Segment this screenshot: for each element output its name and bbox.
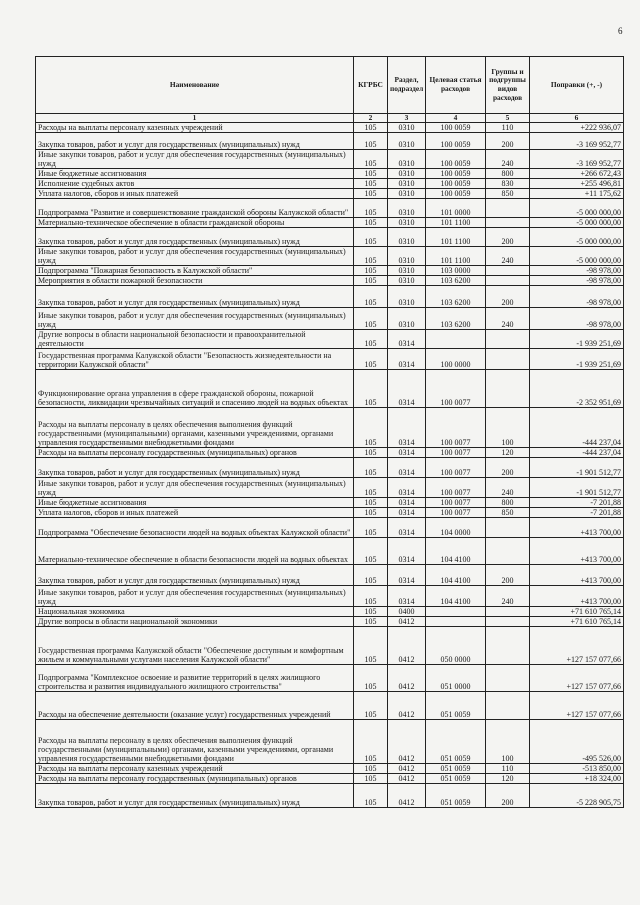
table-row [36,586,624,607]
row-kgrbs-cell: 105 [354,565,388,586]
table-row [36,179,624,189]
table-row [36,478,624,498]
row-kgrbs-cell: 105 [354,692,388,720]
row-name-cell: Другие вопросы в области национальной экономики [36,617,354,627]
table-row [36,169,624,179]
row-expense-type-cell [486,607,530,617]
table-row [36,764,624,774]
row-target-article-cell: 101 1100 [426,218,486,228]
table-row [36,349,624,370]
row-expense-type-cell [486,617,530,627]
row-razdel-cell: 0314 [388,538,426,565]
header-celevaya: Целевая статья расходов [426,57,486,114]
row-kgrbs-cell: 105 [354,349,388,370]
row-name-cell: Уплата налогов, сборов и иных платежей [36,189,354,199]
row-amount-cell: -5 000 000,00 [530,199,624,218]
row-name-cell: Мероприятия в области пожарной безопасности [36,276,354,286]
table-row [36,665,624,692]
row-name-cell: Расходы на выплаты персоналу государственных (муниципальных) органов [36,448,354,458]
row-name-cell: Иные бюджетные ассигнования [36,169,354,179]
row-expense-type-cell: 200 [486,286,530,308]
row-amount-cell: -98 978,00 [530,266,624,276]
row-amount-cell: -98 978,00 [530,276,624,286]
table-row [36,228,624,247]
row-razdel-cell: 0314 [388,565,426,586]
row-expense-type-cell [486,627,530,665]
row-target-article-cell: 104 0000 [426,518,486,538]
row-kgrbs-cell: 105 [354,276,388,286]
row-name-cell: Иные закупки товаров, работ и услуг для обеспечения государственных (муниципальных) нужд [36,308,354,330]
row-amount-cell: +71 610 765,14 [530,607,624,617]
row-razdel-cell: 0314 [388,370,426,408]
row-target-article-cell: 100 0077 [426,498,486,508]
row-kgrbs-cell: 105 [354,179,388,189]
row-razdel-cell: 0412 [388,764,426,774]
row-razdel-cell: 0310 [388,247,426,266]
row-kgrbs-cell: 105 [354,199,388,218]
row-target-article-cell: 100 0059 [426,189,486,199]
column-number-row [36,114,624,123]
row-kgrbs-cell: 105 [354,370,388,408]
row-name-cell: Закупка товаров, работ и услуг для государственных (муниципальных) нужд [36,133,354,150]
row-razdel-cell: 0310 [388,189,426,199]
row-amount-cell: -495 526,00 [530,720,624,764]
row-target-article-cell [426,617,486,627]
table-row [36,538,624,565]
row-razdel-cell: 0400 [388,607,426,617]
row-amount-cell: -1 939 251,69 [530,349,624,370]
row-amount-cell: -444 237,04 [530,408,624,448]
row-kgrbs-cell: 105 [354,518,388,538]
row-amount-cell: -1 939 251,69 [530,330,624,349]
row-name-cell: Подпрограмма "Обеспечение безопасности людей на водных объектах Калужской области" [36,518,354,538]
budget-amendments-table [35,56,624,808]
row-name-cell: Закупка товаров, работ и услуг для государственных (муниципальных) нужд [36,458,354,478]
row-target-article-cell: 100 0077 [426,508,486,518]
row-razdel-cell: 0314 [388,448,426,458]
table-row [36,286,624,308]
row-amount-cell: -1 901 512,77 [530,458,624,478]
row-amount-cell: +413 700,00 [530,586,624,607]
row-target-article-cell: 104 4100 [426,538,486,565]
row-amount-cell: +413 700,00 [530,538,624,565]
row-kgrbs-cell: 105 [354,478,388,498]
row-target-article-cell: 101 1100 [426,247,486,266]
header-gruppy: Группы и подгруппы видов расходов [486,57,530,114]
row-name-cell: Материально-техническое обеспечение в области безопасности людей на водных объектах [36,538,354,565]
row-target-article-cell: 100 0077 [426,478,486,498]
header-popravki: Поправки (+, -) [530,57,624,114]
row-razdel-cell: 0310 [388,276,426,286]
row-expense-type-cell: 200 [486,458,530,478]
row-name-cell: Закупка товаров, работ и услуг для государственных (муниципальных) нужд [36,286,354,308]
row-amount-cell: -3 169 952,77 [530,133,624,150]
table-row [36,627,624,665]
row-razdel-cell: 0314 [388,458,426,478]
row-expense-type-cell [486,538,530,565]
row-name-cell: Подпрограмма "Развитие и совершенствование гражданской обороны Калужской области" [36,199,354,218]
row-expense-type-cell: 850 [486,189,530,199]
table-row [36,189,624,199]
row-razdel-cell: 0310 [388,199,426,218]
row-razdel-cell: 0310 [388,169,426,179]
column-number: 3 [388,114,426,123]
row-amount-cell: -7 201,88 [530,508,624,518]
table-row [36,266,624,276]
row-expense-type-cell: 800 [486,169,530,179]
column-number: 4 [426,114,486,123]
table-row [36,150,624,169]
row-target-article-cell: 100 0000 [426,349,486,370]
column-number: 5 [486,114,530,123]
header-row [36,57,624,114]
row-kgrbs-cell: 105 [354,133,388,150]
row-expense-type-cell: 120 [486,774,530,784]
row-expense-type-cell [486,266,530,276]
row-target-article-cell: 051 0059 [426,720,486,764]
row-kgrbs-cell: 105 [354,538,388,565]
row-name-cell: Подпрограмма "Комплексное освоение и развитие территорий в целях жилищного строительства и развития индивидуального жилищного строительства" [36,665,354,692]
table-row [36,692,624,720]
header-razdel: Раздел, подраздел [388,57,426,114]
row-kgrbs-cell: 105 [354,330,388,349]
row-amount-cell: -98 978,00 [530,286,624,308]
row-name-cell: Уплата налогов, сборов и иных платежей [36,508,354,518]
row-razdel-cell: 0412 [388,627,426,665]
row-target-article-cell: 103 0000 [426,266,486,276]
table-row [36,720,624,764]
row-target-article-cell: 100 0077 [426,370,486,408]
row-razdel-cell: 0412 [388,617,426,627]
row-name-cell: Иные закупки товаров, работ и услуг для обеспечения государственных (муниципальных) нужд [36,478,354,498]
row-expense-type-cell: 240 [486,478,530,498]
row-name-cell: Другие вопросы в области национальной безопасности и правоохранительной деятельности [36,330,354,349]
row-expense-type-cell [486,692,530,720]
column-number: 1 [36,114,354,123]
row-expense-type-cell: 800 [486,498,530,508]
header-name: Наименование [36,57,354,114]
row-target-article-cell: 100 0059 [426,133,486,150]
row-target-article-cell: 051 0059 [426,774,486,784]
row-name-cell: Закупка товаров, работ и услуг для государственных (муниципальных) нужд [36,228,354,247]
row-amount-cell: -5 228 905,75 [530,784,624,808]
row-expense-type-cell [486,218,530,228]
row-expense-type-cell: 110 [486,764,530,774]
row-expense-type-cell: 240 [486,247,530,266]
row-expense-type-cell: 850 [486,508,530,518]
row-name-cell: Материально-техническое обеспечение в области гражданской обороны [36,218,354,228]
row-expense-type-cell: 200 [486,784,530,808]
row-expense-type-cell: 200 [486,228,530,247]
row-kgrbs-cell: 105 [354,266,388,276]
row-kgrbs-cell: 105 [354,228,388,247]
row-amount-cell: +71 610 765,14 [530,617,624,627]
row-expense-type-cell [486,518,530,538]
row-name-cell: Расходы на выплаты персоналу в целях обеспечения выполнения функций государственными (муниципальными) органами, казенными учреждениями, органами управления государственными внебюджетными фондами [36,408,354,448]
row-name-cell: Функционирование органа управления в сфере гражданской обороны, пожарной безопасности, ликвидации чрезвычайных ситуаций и спасению людей на водных объектах [36,370,354,408]
row-razdel-cell: 0314 [388,478,426,498]
row-target-article-cell: 103 6200 [426,308,486,330]
table-row [36,458,624,478]
row-kgrbs-cell: 105 [354,218,388,228]
header-kgrbs: КГРБС [354,57,388,114]
row-razdel-cell: 0412 [388,784,426,808]
row-razdel-cell: 0310 [388,133,426,150]
column-number: 2 [354,114,388,123]
row-target-article-cell: 104 4100 [426,586,486,607]
row-amount-cell: -7 201,88 [530,498,624,508]
row-name-cell: Иные закупки товаров, работ и услуг для обеспечения государственных (муниципальных) нужд [36,586,354,607]
row-expense-type-cell: 200 [486,133,530,150]
row-kgrbs-cell: 105 [354,408,388,448]
row-name-cell: Расходы на выплаты персоналу казенных учреждений [36,123,354,133]
row-target-article-cell: 051 0000 [426,665,486,692]
row-amount-cell: -5 000 000,00 [530,218,624,228]
row-name-cell: Национальная экономика [36,607,354,617]
row-target-article-cell: 104 4100 [426,565,486,586]
row-amount-cell: -513 850,00 [530,764,624,774]
row-target-article-cell: 100 0077 [426,408,486,448]
row-name-cell: Расходы на выплаты персоналу государственных (муниципальных) органов [36,774,354,784]
row-amount-cell: -5 000 000,00 [530,228,624,247]
table-row [36,617,624,627]
row-target-article-cell [426,607,486,617]
row-kgrbs-cell: 105 [354,665,388,692]
row-target-article-cell: 100 0059 [426,123,486,133]
row-razdel-cell: 0310 [388,266,426,276]
row-kgrbs-cell: 105 [354,498,388,508]
row-expense-type-cell: 120 [486,448,530,458]
row-razdel-cell: 0310 [388,286,426,308]
row-amount-cell: +222 936,07 [530,123,624,133]
row-target-article-cell: 051 0059 [426,784,486,808]
row-razdel-cell: 0314 [388,586,426,607]
row-name-cell: Исполнение судебных актов [36,179,354,189]
row-expense-type-cell [486,665,530,692]
row-razdel-cell: 0314 [388,349,426,370]
row-expense-type-cell: 110 [486,123,530,133]
row-kgrbs-cell: 105 [354,627,388,665]
row-amount-cell: -444 237,04 [530,448,624,458]
row-expense-type-cell: 240 [486,308,530,330]
row-target-article-cell: 050 0000 [426,627,486,665]
row-target-article-cell: 051 0059 [426,692,486,720]
row-razdel-cell: 0310 [388,179,426,189]
row-target-article-cell: 100 0077 [426,458,486,478]
row-razdel-cell: 0412 [388,774,426,784]
row-kgrbs-cell: 105 [354,286,388,308]
table-row [36,247,624,266]
row-kgrbs-cell: 105 [354,774,388,784]
row-expense-type-cell [486,349,530,370]
row-kgrbs-cell: 105 [354,247,388,266]
row-target-article-cell: 101 1100 [426,228,486,247]
table-row [36,498,624,508]
row-amount-cell: +413 700,00 [530,518,624,538]
row-razdel-cell: 0310 [388,150,426,169]
row-target-article-cell: 100 0059 [426,169,486,179]
table-row [36,276,624,286]
row-target-article-cell: 100 0059 [426,150,486,169]
row-target-article-cell: 100 0059 [426,179,486,189]
page-number: 6 [618,26,623,36]
row-target-article-cell: 051 0059 [426,764,486,774]
row-razdel-cell: 0310 [388,308,426,330]
table-row [36,199,624,218]
row-name-cell: Иные закупки товаров, работ и услуг для обеспечения государственных (муниципальных) нужд [36,247,354,266]
row-amount-cell: -3 169 952,77 [530,150,624,169]
table-row [36,308,624,330]
row-kgrbs-cell: 105 [354,764,388,774]
row-kgrbs-cell: 105 [354,189,388,199]
row-kgrbs-cell: 105 [354,169,388,179]
row-name-cell: Иные бюджетные ассигнования [36,498,354,508]
row-amount-cell: -1 901 512,77 [530,478,624,498]
row-name-cell: Закупка товаров, работ и услуг для государственных (муниципальных) нужд [36,784,354,808]
row-name-cell: Иные закупки товаров, работ и услуг для обеспечения государственных (муниципальных) нужд [36,150,354,169]
row-amount-cell: +18 324,00 [530,774,624,784]
row-razdel-cell: 0314 [388,408,426,448]
table-row [36,784,624,808]
row-razdel-cell: 0314 [388,518,426,538]
row-name-cell: Государственная программа Калужской области "Безопасность жизнедеятельности на территории Калужской области" [36,349,354,370]
row-razdel-cell: 0412 [388,720,426,764]
row-razdel-cell: 0412 [388,665,426,692]
row-amount-cell: +266 672,43 [530,169,624,179]
row-expense-type-cell [486,370,530,408]
row-amount-cell: +413 700,00 [530,565,624,586]
row-expense-type-cell [486,199,530,218]
row-kgrbs-cell: 105 [354,458,388,478]
row-amount-cell: -98 978,00 [530,308,624,330]
row-kgrbs-cell: 105 [354,508,388,518]
row-amount-cell: +127 157 077,66 [530,665,624,692]
row-expense-type-cell: 830 [486,179,530,189]
column-number: 6 [530,114,624,123]
row-name-cell: Государственная программа Калужской области "Обеспечение доступным и комфортным жильем и коммунальными услугами населения Калужской области" [36,627,354,665]
row-razdel-cell: 0310 [388,228,426,247]
table-row [36,370,624,408]
row-expense-type-cell [486,276,530,286]
table-row [36,565,624,586]
row-razdel-cell: 0314 [388,330,426,349]
row-name-cell: Расходы на обеспечение деятельности (оказание услуг) государственных учреждений [36,692,354,720]
row-name-cell: Расходы на выплаты персоналу казенных учреждений [36,764,354,774]
row-target-article-cell: 100 0077 [426,448,486,458]
row-kgrbs-cell: 105 [354,150,388,169]
table-row [36,218,624,228]
row-kgrbs-cell: 105 [354,784,388,808]
table-row [36,133,624,150]
table-row [36,508,624,518]
row-expense-type-cell: 100 [486,408,530,448]
table-row [36,774,624,784]
budget-table-body [36,123,624,808]
row-target-article-cell: 101 0000 [426,199,486,218]
row-razdel-cell: 0314 [388,508,426,518]
row-amount-cell: +127 157 077,66 [530,627,624,665]
row-razdel-cell: 0314 [388,498,426,508]
row-kgrbs-cell: 105 [354,448,388,458]
row-target-article-cell: 103 6200 [426,286,486,308]
table-row [36,330,624,349]
row-name-cell: Расходы на выплаты персоналу в целях обеспечения выполнения функций государственными (муниципальными) органами, казенными учреждениями, органами управления государственными внебюджетными фондами [36,720,354,764]
row-amount-cell: -2 352 951,69 [530,370,624,408]
row-expense-type-cell: 240 [486,586,530,607]
row-kgrbs-cell: 105 [354,617,388,627]
row-name-cell: Закупка товаров, работ и услуг для государственных (муниципальных) нужд [36,565,354,586]
row-kgrbs-cell: 105 [354,607,388,617]
table-row [36,607,624,617]
table-row [36,448,624,458]
row-kgrbs-cell: 105 [354,308,388,330]
row-razdel-cell: 0310 [388,123,426,133]
row-target-article-cell: 103 6200 [426,276,486,286]
row-amount-cell: +11 175,62 [530,189,624,199]
table-row [36,408,624,448]
row-razdel-cell: 0310 [388,218,426,228]
row-razdel-cell: 0412 [388,692,426,720]
row-expense-type-cell: 240 [486,150,530,169]
table-row [36,518,624,538]
table-row [36,123,624,133]
row-amount-cell: +255 496,81 [530,179,624,189]
row-amount-cell: +127 157 077,66 [530,692,624,720]
row-kgrbs-cell: 105 [354,123,388,133]
row-expense-type-cell [486,330,530,349]
row-expense-type-cell: 100 [486,720,530,764]
row-expense-type-cell: 200 [486,565,530,586]
row-name-cell: Подпрограмма "Пожарная безопасность в Калужской области" [36,266,354,276]
row-kgrbs-cell: 105 [354,586,388,607]
row-kgrbs-cell: 105 [354,720,388,764]
row-target-article-cell [426,330,486,349]
row-amount-cell: -5 000 000,00 [530,247,624,266]
